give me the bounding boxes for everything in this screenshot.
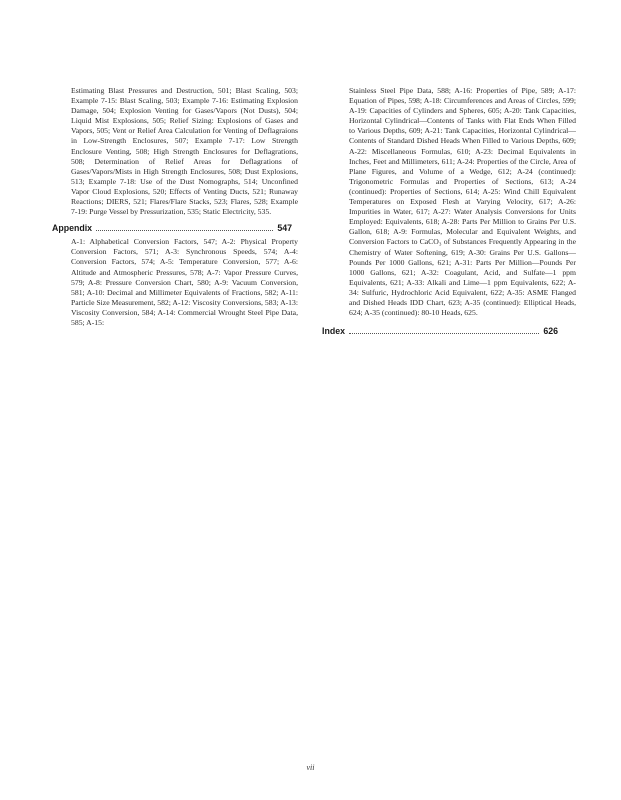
- right-column: [322, 86, 576, 337]
- appendix-title: Appendix: [52, 223, 93, 234]
- chapter-continuation-entries: Estimating Blast Pressures and Destruction, 501; Blast Scaling, 503; Example 7-15: Blast Scaling, 503; Example 7-16: Estimating Explosion Damage, 504; Explosion Venting for Gases/Vapors (Not Dusts), 504; Liquid Mist Explosions, 505; Relief Sizing: Explosions of Gases and Vapors, 505; Vent or Relief Area Calculation for Venting of Deflagraions in Low-Strength Enclosures, 507; Example 7-17: Low Strength Enclosure Venting, 508; High Strength Enclosures for Deflagrations, 508; Determination of Relief Areas for Deflagrations of Gases/Vapors/Mists in High Strength Enclosures, 508; Dust Explosions, 513; Example 7-18: Use of the Dust Nomographs, 514; Unconfined Vapor Cloud Explosions, 520; Effects of Venting Ducts, 521; Runaway Reactions; DIERS, 521; Flares/Flare Stacks, 523; Flares, 528; Example 7-19: Purge Vessel by Pressurization, 535; Static Electricity, 535.: [71, 86, 298, 217]
- appendix-continuation-entries: Stainless Steel Pipe Data, 588; A-16: Properties of Pipe, 589; A-17: Equation of Pipes, 598; A-18: Circumferences and Areas of Circles, 599; A-19: Capacities of Cylinders and Spheres, 605; A-20: Tank Capacities, Horizontal Cylindrical—Contents of Tanks with Flat Ends When Filled to Various Depths, 609; A-21: Tank Capacities, Horizontal Cylindrical—Contents of Standard Dished Heads When Filled to Various Depths, 609; A-22: Miscellaneous Formulas, 610; A-23: Decimal Equivalents in Inches, Feet and Millimeters, 611; A-24: Properties of the Circle, Area of Plane Figures, and Volume of a Wedge, 612; A-24 (continued): Trigonometric Formulas and Properties of Sections, 613; A-24 (continued): Properties of Sections, 614; A-25: Wind Chill Equivalent Temperatures on Exposed Flesh at Varying Velocity, 617; A-26: Impurities in Water, 617; A-27: Water Analysis Conversions for Units Employed: Equivalents, 618; A-28: Parts Per Million to Grains Per U.S. Gallon, 618; A-9: Formulas, Molecular and Equivalent Weights, and Conversion Factors to CaCO₃ of Substances Frequently Appearing in the Chemistry of Water Softening, 619; A-30: Grains Per U.S. Gallons—Pounds Per 1000 Gallons, 621; A-31: Parts Per Million—Pounds Per 1000 Gallons, 621; A-32: Coagulant, Acid, and Sulfate—1 ppm Equivalents, 621; A-33: Alkali and Lime—1 ppm Equivalents, 622; A-34: Sulfuric, Hydrochloric Acid Equivalent, 622; A-35: ASME Flanged and Dished Heads IDD Chart, 623; A-35 (continued): Elliptical Heads, 624; A-35 (continued): 80-10 Heads, 625.: [349, 86, 576, 318]
- page-folio: vii: [306, 763, 315, 772]
- dot-leader: [349, 333, 539, 334]
- appendix-heading[interactable]: [52, 223, 292, 233]
- left-column: [52, 86, 299, 328]
- appendix-page-number: 547: [277, 223, 292, 234]
- index-page-number: 626: [543, 326, 558, 337]
- index-heading[interactable]: [322, 326, 558, 336]
- index-title: Index: [322, 326, 345, 337]
- dot-leader: [96, 230, 273, 231]
- appendix-entries: A-1: Alphabetical Conversion Factors, 547; A-2: Physical Property Conversion Factors, 571; A-3: Synchronous Speeds, 574; A-4: Conversion Factors, 574; A-5: Temperature Conversion, 577; A-6: Altitude and Atmospheric Pressures, 578; A-7: Vapor Pressure Curves, 579; A-8: Pressure Conversion Chart, 580; A-9: Vacuum Conversion, 581; A-10: Decimal and Millimeter Equivalents of Fractions, 582; A-11: Particle Size Measurement, 582; A-12: Viscosity Conversions, 583; A-13: Viscosity Conversion, 584; A-14: Commercial Wrought Steel Pipe Data, 585; A-15:: [71, 237, 299, 327]
